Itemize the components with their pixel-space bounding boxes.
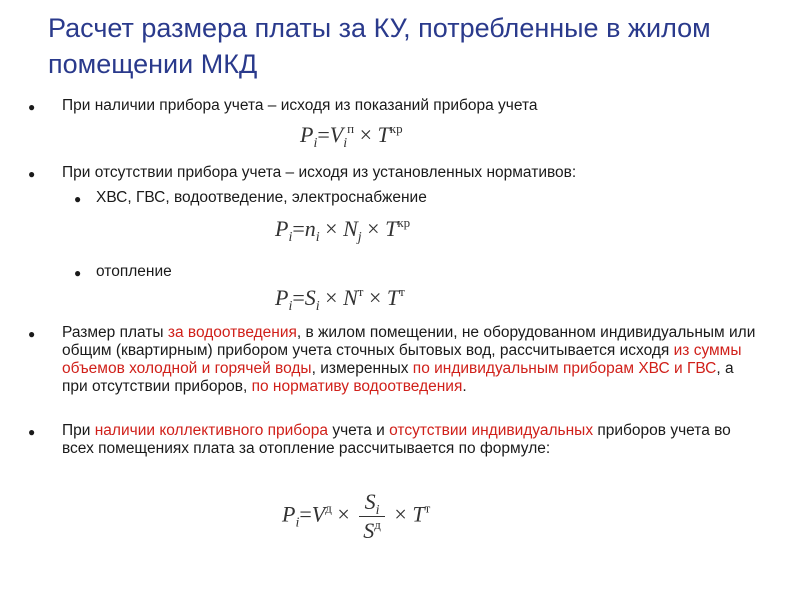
fraction: $\frac{S_i}{S^д}$ xyxy=(359,488,385,545)
bullet-wastewater: Размер платы за водоотведения, в жилом помещении, не оборудованном индивидуальным или общим (квартирным) прибором учета сточных бытовых вод, рассчитывается исходя из суммы объемов холодной и горячей воды, измеренных по индивидуальным приборам ХВС и ГВС, а при отсутствии приборов, по нормативу водоотведения. xyxy=(62,324,756,395)
formula-heating-norm: $P_i=S_i \times N^т \times T^т$ xyxy=(275,284,405,314)
bullet-meter-present: При наличии прибора учета – исходя из показаний прибора учета xyxy=(62,97,538,114)
sub-bullet-dot: ● xyxy=(74,192,82,206)
formula-norms-utilities: $P_i=n_i \times N_j \times T^{кр}$ xyxy=(275,215,411,245)
formula-meter-readings: $P_i=V_i^п \times T^{кр}$ xyxy=(300,121,403,151)
bullet-dot: ● xyxy=(28,100,36,114)
formula-collective-heating: $P_i=V^д$ × $\frac{S_i}{S^д}$ × $T^т$ xyxy=(282,489,431,543)
sub-bullet-heating: отопление xyxy=(96,263,172,280)
bullet-meter-absent: При отсутствии прибора учета – исходя из установленных нормативов: xyxy=(62,164,577,181)
sub-bullet-dot: ● xyxy=(74,266,82,280)
bullet-dot: ● xyxy=(28,167,36,181)
slide-title: Расчет размера платы за КУ, потребленные в жилом помещении МКД xyxy=(48,13,711,79)
bullet-dot: ● xyxy=(28,327,36,341)
bullet-collective-meter: При наличии коллективного прибора учета и отсутствии индивидуальных приборов учета во всех помещениях плата за отопление рассчитывается по формуле: xyxy=(62,422,731,457)
bullet-dot: ● xyxy=(28,425,36,439)
sub-bullet-utilities: ХВС, ГВС, водоотведение, электроснабжение xyxy=(96,189,427,206)
